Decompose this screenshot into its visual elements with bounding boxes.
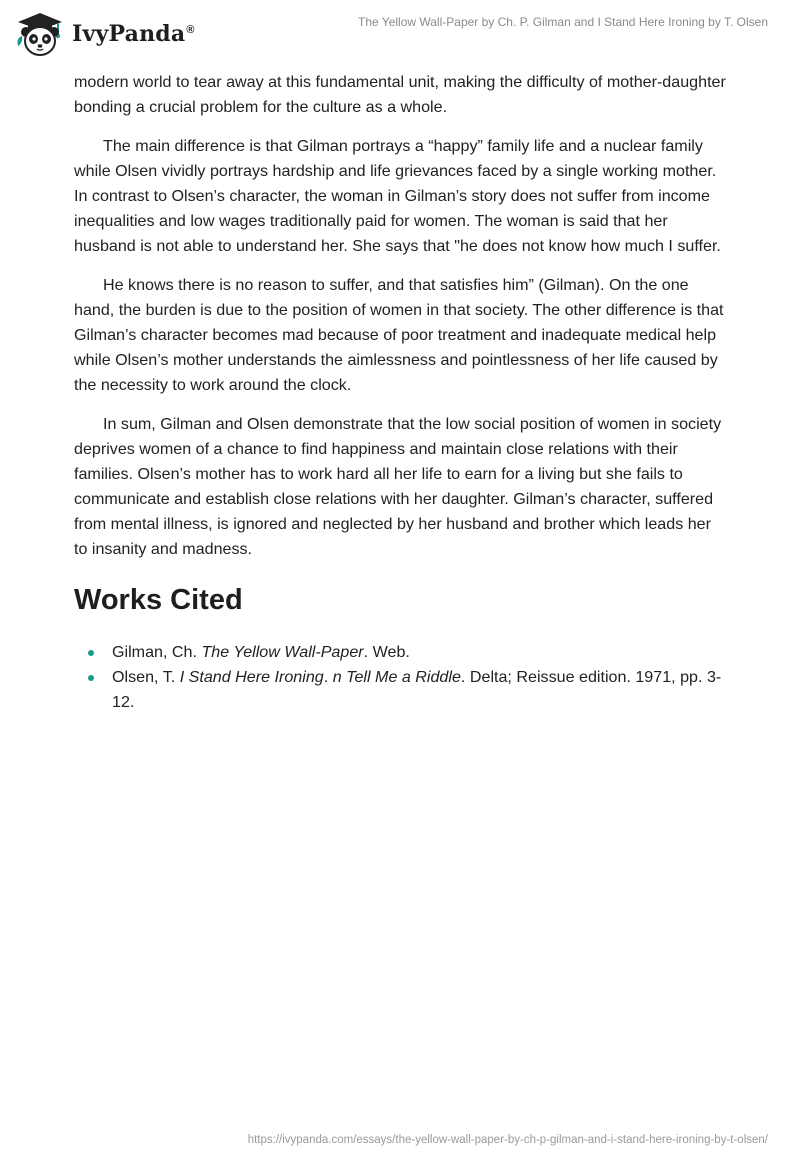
citation-title: The Yellow Wall-Paper xyxy=(201,643,364,661)
paragraph-conclusion: In sum, Gilman and Olsen demonstrate that the low social position of women in society deprives women of a chance to find happiness and maintain close relations with their families. Olsen’s mother has to work hard all her life to earn for a living but she fails to communicate and establish close relations with her daughter. Gilman’s character, suffered from mental illness, is ignored and neglected by her husband and brother which leads her to insanity and madness. xyxy=(74,415,722,558)
citation-item: Gilman, Ch. The Yellow Wall-Paper. Web. xyxy=(74,640,726,665)
citation-item: Olsen, T. I Stand Here Ironing. n Tell Me a Riddle. Delta; Reissue edition. 1971, pp. 3-12. xyxy=(74,665,726,715)
document-title: The Yellow Wall-Paper by Ch. P. Gilman and I Stand Here Ironing by T. Olsen xyxy=(358,15,768,29)
paragraph-continuation: modern world to tear away at this fundamental unit, making the difficulty of mother-daughter bonding a crucial problem for the culture as a whole. xyxy=(74,73,726,116)
citation-title: n Tell Me a Riddle xyxy=(332,668,461,686)
panda-graduation-cap-icon xyxy=(14,8,66,60)
source-url[interactable]: https://ivypanda.com/essays/the-yellow-wall-paper-by-ch-p-gilman-and-i-stand-here-ironing-by-t-olsen/ xyxy=(247,1134,768,1146)
logo-wordmark: IvyPanda® xyxy=(72,21,195,47)
essay-content xyxy=(74,70,726,715)
citation-title: I Stand Here Ironing xyxy=(179,668,324,686)
page-header xyxy=(0,0,800,70)
paragraph-burden: He knows there is no reason to suffer, and that satisfies him” (Gilman). On the one hand, the burden is due to the position of women in that society. The other difference is that Gilman’s character becomes mad because of poor treatment and inadequate medical help while Olsen’s mother understands the aimlessness and pointlessness of her life caused by the necessity to work around the clock. xyxy=(74,276,724,394)
bullet-icon xyxy=(88,650,94,656)
paragraph-main-difference: The main difference is that Gilman portrays a “happy” family life and a nuclear family while Olsen vividly portrays hardship and life grievances faced by a single working mother. In contrast to Olsen’s character, the woman in Gilman’s story does not suffer from income inequalities and low wages traditionally paid for women. The woman is said that her husband is not able to understand her. She says that "he does not know how much I suffer. xyxy=(74,137,721,255)
ivypanda-logo[interactable] xyxy=(14,8,195,60)
works-cited-heading: Works Cited xyxy=(74,584,243,616)
bullet-icon xyxy=(88,675,94,681)
works-cited-list xyxy=(74,640,726,715)
